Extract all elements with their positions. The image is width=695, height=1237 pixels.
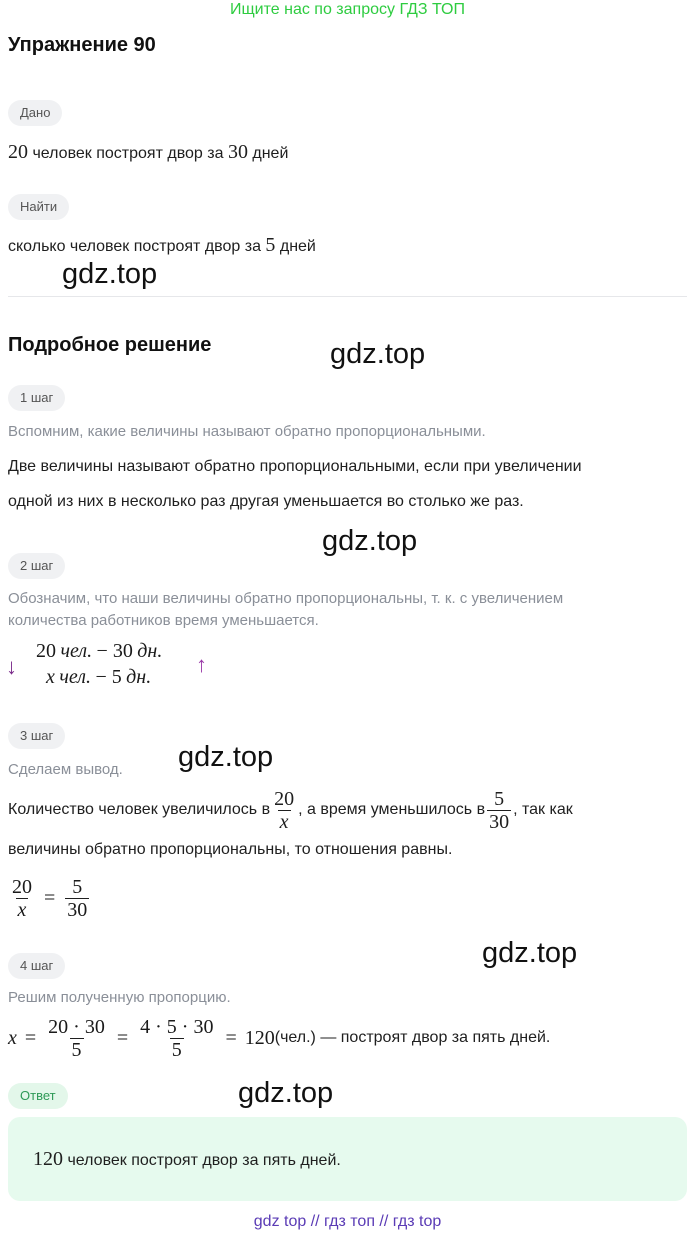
answer-number: 120: [33, 1148, 63, 1170]
footer-links[interactable]: gdz top // гдз топ // гдз top: [253, 1213, 442, 1230]
row1-unit-days: дн.: [137, 639, 163, 662]
fraction-20-over-x: [272, 788, 296, 833]
fraction-step4-a: [46, 1016, 107, 1061]
step3-chip: [8, 723, 65, 749]
eq-fraction-left: [10, 876, 34, 921]
given-chip-label: Дано: [8, 100, 62, 126]
step2-intro-line2: количества работников время уменьшается.: [8, 612, 319, 629]
variable-x: x: [8, 1026, 17, 1049]
watermark: gdz.top: [330, 338, 426, 370]
answer-text: [33, 1148, 341, 1171]
fraction-numerator: 20: [274, 787, 295, 810]
step2-chip-label: 2 шаг: [8, 553, 65, 579]
row2-people: x: [46, 665, 55, 688]
equals-sign: =: [44, 886, 56, 909]
fraction-numerator: 5: [72, 875, 83, 898]
step1-chip: [8, 385, 65, 411]
fraction-numerator: 20: [12, 875, 32, 898]
step4-chip: [8, 953, 65, 979]
given-text-1: человек построят двор за: [28, 145, 228, 162]
fraction-numerator: 5: [494, 787, 505, 810]
step2-intro-line1: Обозначим, что наши величины обратно пропорциональны, т. к. с увеличением: [8, 590, 564, 607]
step3-equation: [8, 872, 91, 924]
watermark: gdz.top: [62, 258, 158, 290]
proportion-row-1: [36, 638, 162, 664]
fraction-denominator: 5: [171, 1038, 182, 1061]
row2-unit-days: дн.: [126, 665, 152, 688]
top-banner[interactable]: Ищите нас по запросу ГДЗ ТОП: [230, 1, 465, 18]
result-value: 120: [244, 1026, 275, 1049]
step3-chip-label: 3 шаг: [8, 723, 65, 749]
find-statement: [8, 234, 316, 257]
find-num-days: 5: [265, 234, 276, 256]
answer-chip: [8, 1083, 68, 1109]
given-statement: [8, 141, 288, 164]
result-text: (чел.) — построят двор за пять дней.: [274, 1029, 551, 1046]
given-chip: [8, 100, 62, 126]
step2-chip: [8, 553, 65, 579]
fraction-step4-b: [138, 1016, 215, 1061]
step4-equation: [8, 1012, 550, 1064]
fraction-denominator: 5: [71, 1038, 82, 1061]
row1-days: − 30: [96, 639, 133, 662]
find-text-2: дней: [275, 238, 316, 255]
step4-intro: Решим полученную пропорцию.: [8, 989, 231, 1006]
eq-fraction-right: [65, 876, 89, 921]
section-divider: [8, 296, 687, 297]
watermark: gdz.top: [178, 741, 274, 773]
arrow-up-icon: ↑: [196, 652, 207, 677]
step4-chip-label: 4 шаг: [8, 953, 65, 979]
equals-sign: =: [225, 1026, 237, 1049]
arrow-down-icon: ↓: [6, 654, 17, 679]
row2-unit-people: чел.: [59, 665, 91, 688]
step1-definition-line2: одной из них в несколько раз другая уменьшается во столько же раз.: [8, 493, 524, 510]
equals-sign: =: [116, 1026, 129, 1049]
step1-intro: Вспомним, какие величины называют обратно пропорциональными.: [8, 423, 486, 440]
step3-text-3: , так как: [513, 801, 573, 818]
fraction-numerator: 20 · 30: [48, 1015, 105, 1038]
equals-sign: =: [24, 1026, 37, 1049]
find-chip-label: Найти: [8, 194, 69, 220]
step3-text-2: , а время уменьшилось в: [298, 801, 486, 818]
row2-days: − 5: [95, 665, 122, 688]
answer-chip-label: Ответ: [8, 1083, 68, 1109]
watermark: gdz.top: [322, 525, 418, 557]
find-text-1: сколько человек построят двор за: [8, 238, 266, 255]
given-num-people: 20: [8, 141, 28, 163]
step1-chip-label: 1 шаг: [8, 385, 65, 411]
step3-statement-line1: [8, 784, 573, 836]
fraction-denominator: 30: [67, 898, 88, 921]
row1-people: 20: [36, 639, 56, 662]
step3-statement-line2: величины обратно пропорциональны, то отношения равны.: [8, 841, 453, 858]
fraction-denominator: x: [279, 810, 289, 833]
row1-unit-people: чел.: [60, 639, 93, 662]
watermark: gdz.top: [482, 937, 578, 969]
given-num-days: 30: [227, 141, 248, 163]
solution-title: Подробное решение: [8, 334, 212, 356]
step3-text-1: Количество человек увеличилось в: [8, 801, 271, 818]
watermark: gdz.top: [238, 1077, 334, 1109]
fraction-5-over-30: [487, 788, 511, 833]
answer-sentence: человек построят двор за пять дней.: [63, 1152, 341, 1169]
find-chip: [8, 194, 69, 220]
fraction-denominator: 30: [489, 810, 510, 833]
proportion-table: [36, 638, 162, 690]
given-text-2: дней: [247, 145, 289, 162]
step3-intro: Сделаем вывод.: [8, 761, 123, 778]
proportion-row-2: [36, 664, 162, 690]
fraction-numerator: 4 · 5 · 30: [140, 1015, 214, 1038]
step1-definition-line1: Две величины называют обратно пропорциональными, если при увеличении: [8, 458, 582, 475]
page-title: Упражнение 90: [8, 34, 156, 56]
fraction-denominator: x: [17, 898, 27, 921]
